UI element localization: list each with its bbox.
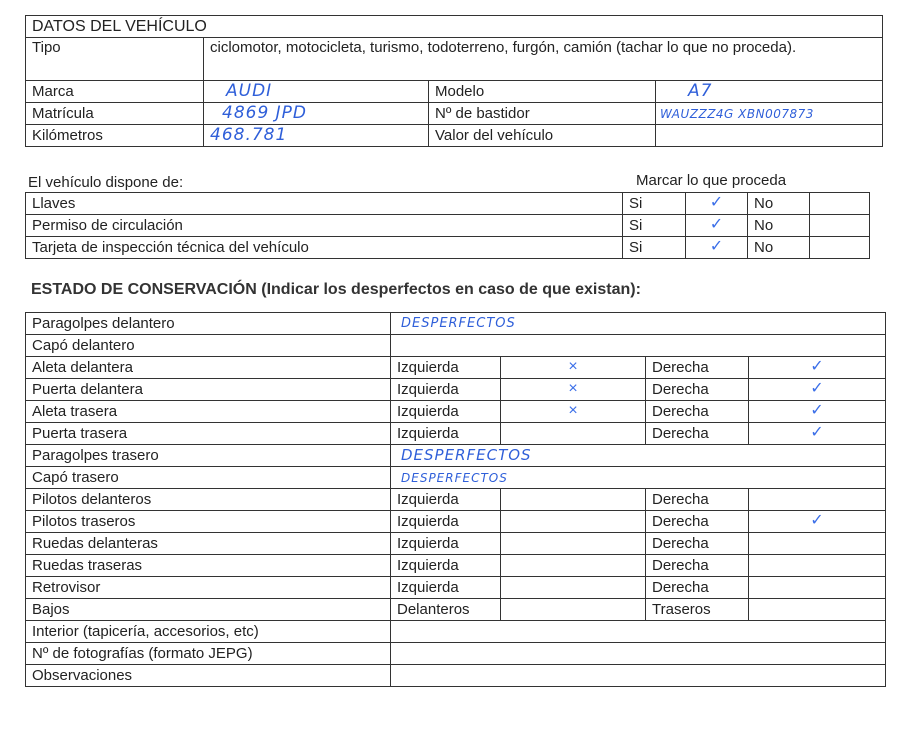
right-label: Derecha (646, 511, 749, 533)
km-handwritten: 468.781 (210, 125, 288, 145)
left-label: Izquierda (391, 577, 501, 599)
no-checkbox[interactable] (810, 237, 870, 259)
left-label: Izquierda (391, 555, 501, 577)
condition-row (26, 665, 886, 687)
marca-handwritten: AUDI (226, 81, 273, 101)
left-label: Izquierda (391, 357, 501, 379)
marca-value[interactable] (204, 81, 429, 103)
left-checkbox[interactable] (501, 357, 646, 379)
right-label: Derecha (646, 357, 749, 379)
condition-note[interactable] (391, 621, 886, 643)
vehicle-data-table (25, 15, 883, 147)
rear-checkbox[interactable] (749, 599, 886, 621)
left-label: Izquierda (391, 489, 501, 511)
condition-label: Ruedas traseras (26, 555, 391, 577)
right-label: Derecha (646, 533, 749, 555)
equipment-instruction: Marcar lo que proceda (636, 172, 787, 189)
condition-label: Aleta trasera (26, 401, 391, 423)
condition-label: Paragolpes trasero (26, 445, 391, 467)
yes-checkbox[interactable] (686, 193, 748, 215)
condition-label: Pilotos delanteros (26, 489, 391, 511)
condition-label: Interior (tapicería, accesorios, etc) (26, 621, 391, 643)
yes-checkbox[interactable] (686, 215, 748, 237)
no-checkbox[interactable] (810, 193, 870, 215)
condition-row (26, 511, 886, 533)
check-mark-icon: ✓ (810, 423, 824, 441)
check-mark-icon: ✓ (810, 511, 824, 529)
vehicle-section-title: DATOS DEL VEHÍCULO (26, 16, 883, 38)
right-label: Derecha (646, 489, 749, 511)
check-mark-icon: ✓ (709, 215, 724, 233)
modelo-value[interactable] (656, 81, 883, 103)
condition-row (26, 313, 886, 335)
bastidor-value[interactable] (656, 103, 883, 125)
condition-heading: ESTADO DE CONSERVACIÓN (Indicar los desperfectos en caso de que existan): (31, 281, 641, 298)
matricula-label: Matrícula (26, 103, 204, 125)
left-checkbox[interactable] (501, 423, 646, 445)
equipment-row (26, 193, 870, 215)
right-label: Derecha (646, 555, 749, 577)
right-checkbox[interactable] (749, 401, 886, 423)
left-label: Izquierda (391, 533, 501, 555)
right-checkbox[interactable] (749, 357, 886, 379)
condition-note[interactable] (391, 467, 886, 489)
matricula-value[interactable] (204, 103, 429, 125)
cross-mark-icon: × (568, 401, 578, 419)
no-label: No (748, 237, 810, 259)
cross-mark-icon: × (568, 357, 578, 375)
condition-row (26, 467, 886, 489)
left-checkbox[interactable] (501, 577, 646, 599)
condition-note[interactable] (391, 665, 886, 687)
note-handwritten: DESPERFECTOS (401, 316, 516, 331)
condition-label: Retrovisor (26, 577, 391, 599)
left-checkbox[interactable] (501, 401, 646, 423)
condition-label: Observaciones (26, 665, 391, 687)
condition-row (26, 423, 886, 445)
condition-table (25, 312, 886, 687)
cross-mark-icon: × (568, 379, 578, 397)
condition-label: Aleta delantera (26, 357, 391, 379)
valor-value[interactable] (656, 125, 883, 147)
note-handwritten: DESPERFECTOS (401, 470, 508, 485)
left-checkbox[interactable] (501, 379, 646, 401)
note-handwritten: DESPERFECTOS (401, 446, 532, 464)
bastidor-handwritten: WAUZZZ4G XBN007873 (660, 106, 814, 121)
condition-row (26, 621, 886, 643)
condition-label: Capó trasero (26, 467, 391, 489)
condition-note[interactable] (391, 643, 886, 665)
condition-note[interactable] (391, 313, 886, 335)
check-mark-icon: ✓ (810, 357, 824, 375)
equipment-intro: El vehículo dispone de: (28, 174, 184, 191)
front-label: Delanteros (391, 599, 501, 621)
equipment-row (26, 237, 870, 259)
yes-checkbox[interactable] (686, 237, 748, 259)
modelo-label: Modelo (429, 81, 656, 103)
condition-row (26, 401, 886, 423)
right-label: Derecha (646, 577, 749, 599)
equipment-label: Tarjeta de inspección técnica del vehículo (26, 237, 623, 259)
condition-label: Paragolpes delantero (26, 313, 391, 335)
right-checkbox[interactable] (749, 379, 886, 401)
condition-row (26, 335, 886, 357)
yes-label: Si (623, 193, 686, 215)
valor-label: Valor del vehículo (429, 125, 656, 147)
left-label: Izquierda (391, 511, 501, 533)
equipment-row (26, 215, 870, 237)
no-checkbox[interactable] (810, 215, 870, 237)
left-checkbox[interactable] (501, 489, 646, 511)
left-label: Izquierda (391, 401, 501, 423)
tipo-label: Tipo (26, 38, 204, 81)
yes-label: Si (623, 237, 686, 259)
no-label: No (748, 193, 810, 215)
bastidor-label: Nº de bastidor (429, 103, 656, 125)
km-value[interactable] (204, 125, 429, 147)
left-checkbox[interactable] (501, 511, 646, 533)
right-label: Derecha (646, 379, 749, 401)
condition-row (26, 357, 886, 379)
tipo-options[interactable]: ciclomotor, motocicleta, turismo, todoterreno, furgón, camión (tachar lo que no proceda). (204, 38, 883, 81)
km-label: Kilómetros (26, 125, 204, 147)
modelo-handwritten: A7 (688, 81, 713, 101)
matricula-handwritten: 4869 JPD (222, 103, 308, 123)
condition-row (26, 577, 886, 599)
check-mark-icon: ✓ (709, 237, 724, 255)
front-checkbox[interactable] (501, 599, 646, 621)
right-checkbox[interactable] (749, 577, 886, 599)
right-checkbox[interactable] (749, 555, 886, 577)
left-label: Izquierda (391, 423, 501, 445)
right-label: Derecha (646, 423, 749, 445)
condition-note[interactable] (391, 445, 886, 467)
condition-label: Nº de fotografías (formato JEPG) (26, 643, 391, 665)
equipment-label: Permiso de circulación (26, 215, 623, 237)
right-checkbox[interactable] (749, 511, 886, 533)
left-checkbox[interactable] (501, 533, 646, 555)
check-mark-icon: ✓ (810, 401, 824, 419)
yes-label: Si (623, 215, 686, 237)
condition-label: Puerta delantera (26, 379, 391, 401)
right-checkbox[interactable] (749, 489, 886, 511)
no-label: No (748, 215, 810, 237)
condition-row (26, 555, 886, 577)
check-mark-icon: ✓ (709, 193, 724, 211)
right-checkbox[interactable] (749, 533, 886, 555)
check-mark-icon: ✓ (810, 379, 824, 397)
condition-label: Pilotos traseros (26, 511, 391, 533)
rear-label: Traseros (646, 599, 749, 621)
condition-label: Capó delantero (26, 335, 391, 357)
condition-note[interactable] (391, 335, 886, 357)
condition-row (26, 599, 886, 621)
condition-label: Bajos (26, 599, 391, 621)
condition-row (26, 445, 886, 467)
equipment-table (25, 192, 870, 259)
condition-row (26, 379, 886, 401)
condition-row (26, 489, 886, 511)
left-checkbox[interactable] (501, 555, 646, 577)
condition-row (26, 533, 886, 555)
condition-row (26, 643, 886, 665)
right-checkbox[interactable] (749, 423, 886, 445)
left-label: Izquierda (391, 379, 501, 401)
right-label: Derecha (646, 401, 749, 423)
condition-label: Puerta trasera (26, 423, 391, 445)
condition-label: Ruedas delanteras (26, 533, 391, 555)
equipment-label: Llaves (26, 193, 623, 215)
marca-label: Marca (26, 81, 204, 103)
